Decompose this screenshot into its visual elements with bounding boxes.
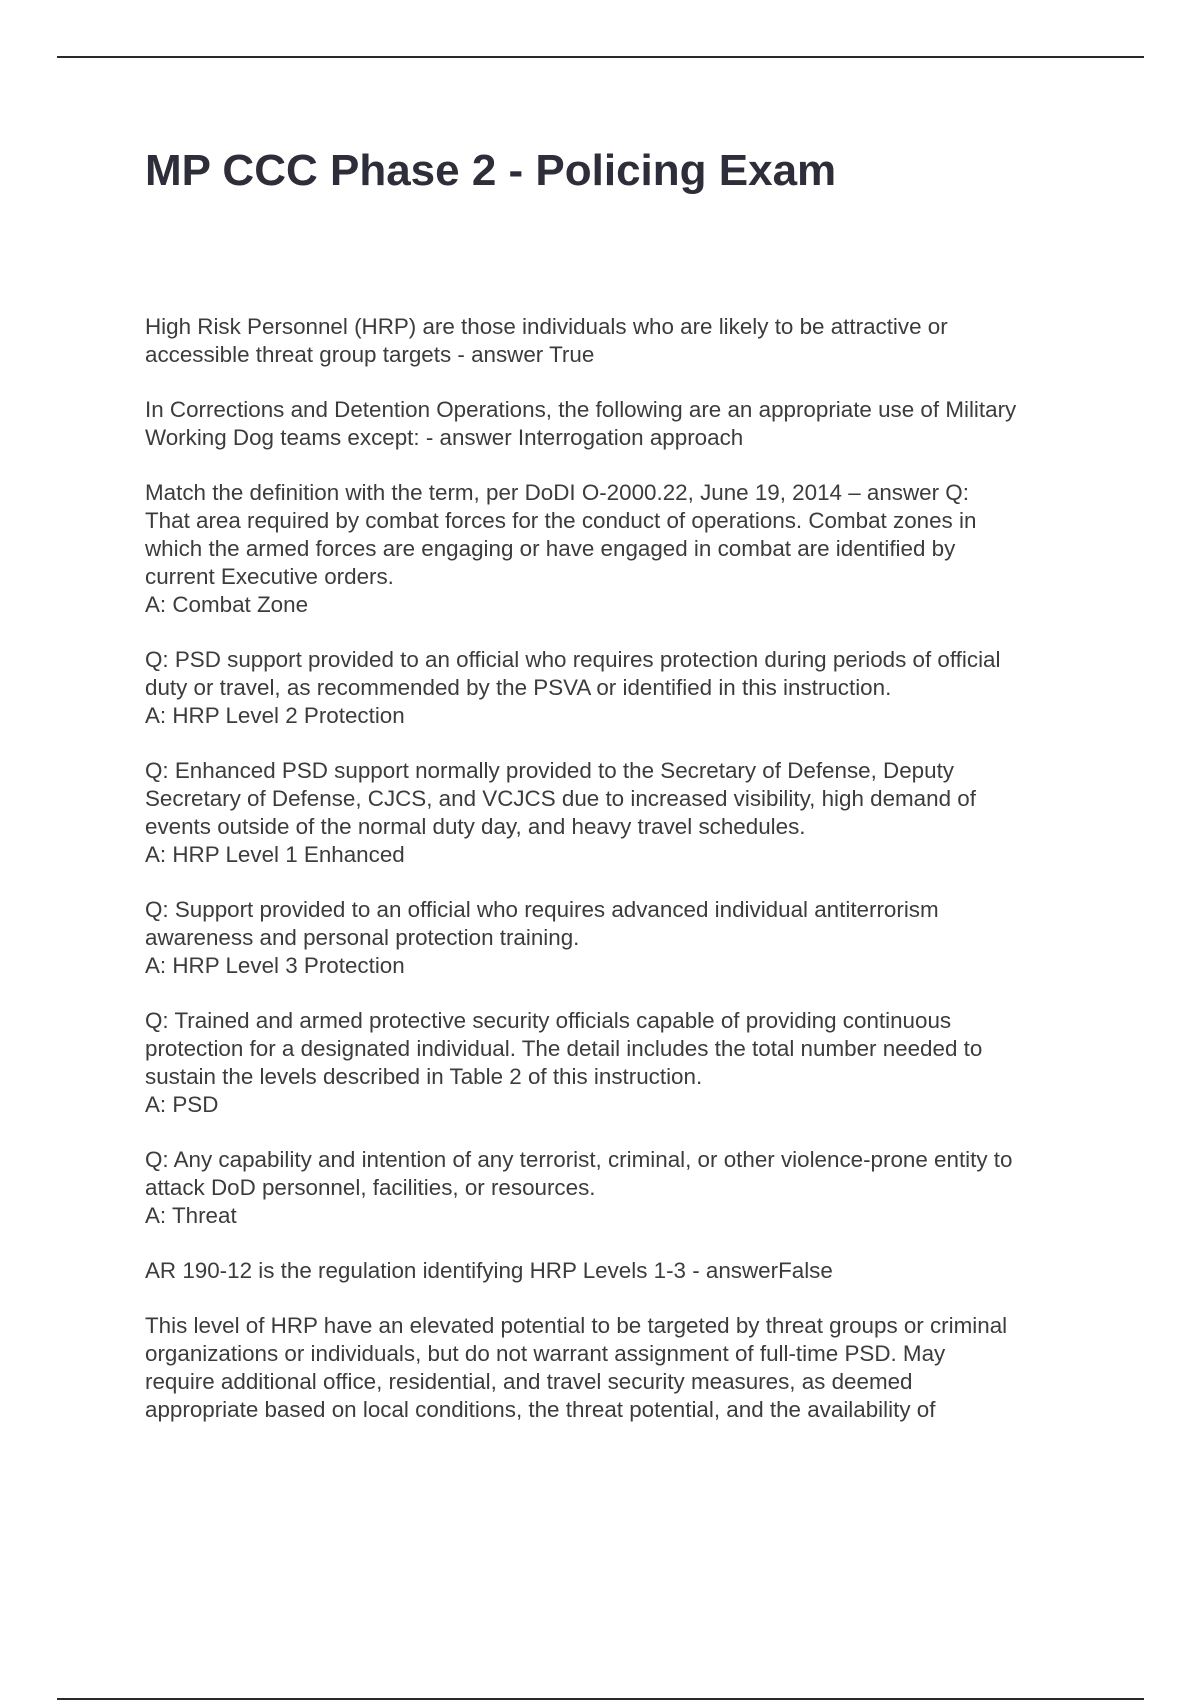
- text-line: awareness and personal protection training.: [145, 925, 580, 950]
- text-line: accessible threat group targets - answer True: [145, 342, 595, 367]
- text-line: duty or travel, as recommended by the PSVA or identified in this instruction.: [145, 675, 892, 700]
- text-line: require additional office, residential, and travel security measures, as deemed: [145, 1369, 913, 1394]
- text-line: Match the definition with the term, per DoDI O-2000.22, June 19, 2014 – answer Q:: [145, 480, 969, 505]
- text-line: appropriate based on local conditions, the threat potential, and the availability of: [145, 1397, 936, 1422]
- text-line: protection for a designated individual. The detail includes the total number needed to: [145, 1036, 983, 1061]
- qa-paragraph-ar-190-12: [145, 1257, 1095, 1285]
- text-line: Secretary of Defense, CJCS, and VCJCS due to increased visibility, high demand of: [145, 786, 976, 811]
- qa-paragraph-hrp-level-2: [145, 646, 1095, 730]
- answer-line: A: HRP Level 2 Protection: [145, 703, 405, 728]
- text-line: current Executive orders.: [145, 564, 394, 589]
- header-rule: [57, 56, 1144, 58]
- answer-line: A: PSD: [145, 1092, 219, 1117]
- text-line: Q: Any capability and intention of any terrorist, criminal, or other violence-prone entity to: [145, 1147, 1013, 1172]
- text-line: Working Dog teams except: - answer Interrogation approach: [145, 425, 744, 450]
- qa-paragraph-psd: [145, 1007, 1095, 1119]
- answer-line: A: HRP Level 3 Protection: [145, 953, 405, 978]
- text-line: attack DoD personnel, facilities, or resources.: [145, 1175, 596, 1200]
- text-line: events outside of the normal duty day, and heavy travel schedules.: [145, 814, 806, 839]
- text-line: Q: PSD support provided to an official who requires protection during periods of official: [145, 647, 1001, 672]
- qa-paragraph-hrp-definition: [145, 313, 1095, 369]
- answer-line: A: Combat Zone: [145, 592, 309, 617]
- qa-paragraph-hrp-level-1: [145, 757, 1095, 869]
- text-line: organizations or individuals, but do not warrant assignment of full-time PSD. May: [145, 1341, 946, 1366]
- answer-line: A: Threat: [145, 1203, 237, 1228]
- qa-paragraph-hrp-elevated: [145, 1312, 1095, 1424]
- text-line: This level of HRP have an elevated potential to be targeted by threat groups or criminal: [145, 1313, 1008, 1338]
- qa-paragraph-threat: [145, 1146, 1095, 1230]
- text-line: which the armed forces are engaging or have engaged in combat are identified by: [145, 536, 956, 561]
- answer-line: A: HRP Level 1 Enhanced: [145, 842, 405, 867]
- qa-paragraph-combat-zone: [145, 479, 1095, 619]
- text-line: AR 190-12 is the regulation identifying HRP Levels 1-3 - answerFalse: [145, 1258, 833, 1283]
- qa-paragraph-working-dog: [145, 396, 1095, 452]
- text-line: Q: Support provided to an official who requires advanced individual antiterrorism: [145, 897, 939, 922]
- text-line: Q: Enhanced PSD support normally provided to the Secretary of Defense, Deputy: [145, 758, 954, 783]
- document-title: MP CCC Phase 2 - Policing Exam: [145, 146, 837, 195]
- text-line: sustain the levels described in Table 2 of this instruction.: [145, 1064, 703, 1089]
- text-line: High Risk Personnel (HRP) are those individuals who are likely to be attractive or: [145, 314, 948, 339]
- text-line: In Corrections and Detention Operations, the following are an appropriate use of Military: [145, 397, 1017, 422]
- qa-paragraph-hrp-level-3: [145, 896, 1095, 980]
- document-body: [145, 313, 1095, 1451]
- text-line: That area required by combat forces for the conduct of operations. Combat zones in: [145, 508, 977, 533]
- text-line: Q: Trained and armed protective security officials capable of providing continuous: [145, 1008, 952, 1033]
